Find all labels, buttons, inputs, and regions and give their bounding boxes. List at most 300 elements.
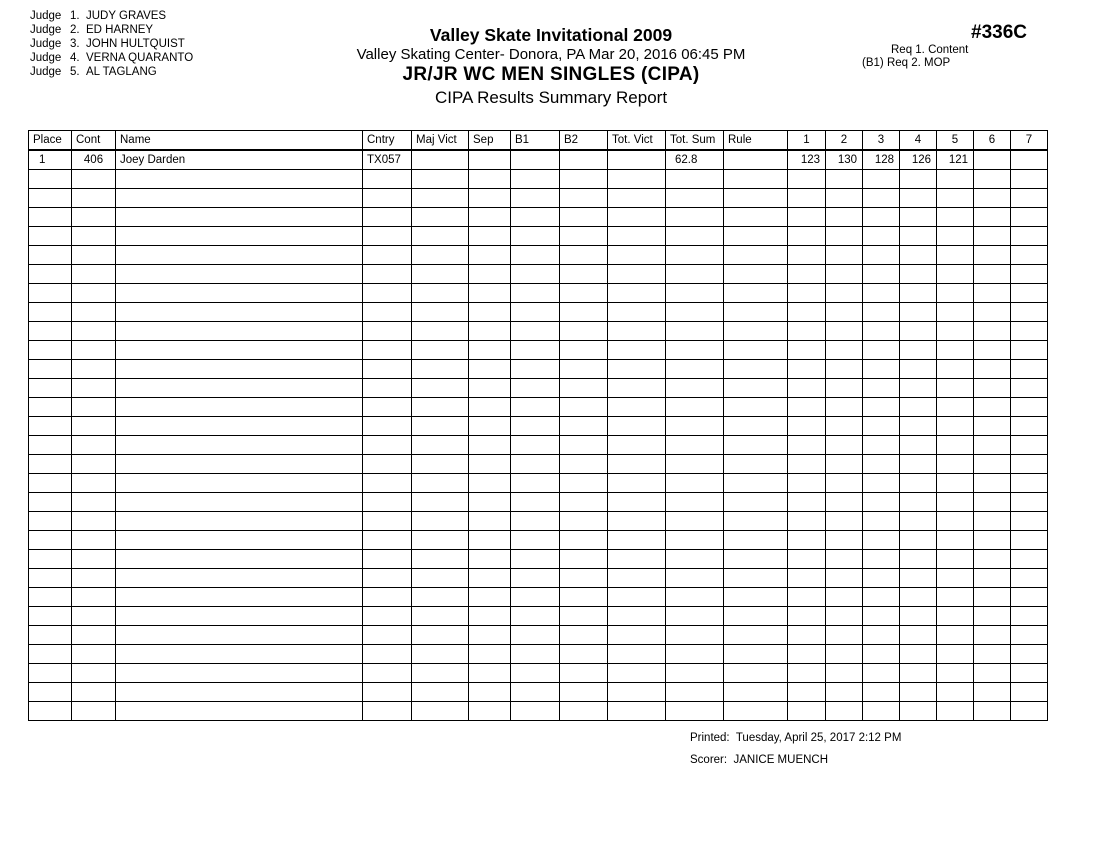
empty-cell	[412, 303, 469, 322]
empty-cell	[974, 246, 1011, 265]
empty-cell	[666, 512, 724, 531]
empty-cell	[863, 417, 900, 436]
empty-cell	[724, 284, 788, 303]
printed-line	[690, 727, 901, 749]
empty-cell	[666, 379, 724, 398]
empty-cell	[608, 588, 666, 607]
empty-cell	[363, 588, 412, 607]
empty-cell	[1011, 683, 1048, 702]
empty-cell	[724, 645, 788, 664]
empty-cell	[788, 417, 826, 436]
judge-number: 5.	[70, 66, 80, 78]
table-row-empty	[29, 398, 1048, 417]
empty-cell	[116, 303, 363, 322]
empty-cell	[412, 626, 469, 645]
empty-cell	[974, 455, 1011, 474]
empty-cell	[666, 493, 724, 512]
empty-cell	[116, 246, 363, 265]
empty-cell	[863, 360, 900, 379]
empty-cell	[29, 246, 72, 265]
empty-cell	[412, 550, 469, 569]
empty-cell	[608, 398, 666, 417]
empty-cell	[511, 493, 560, 512]
empty-cell	[363, 626, 412, 645]
empty-cell	[511, 303, 560, 322]
empty-cell	[560, 246, 608, 265]
empty-cell	[724, 208, 788, 227]
empty-cell	[412, 664, 469, 683]
empty-cell	[937, 645, 974, 664]
empty-cell	[974, 550, 1011, 569]
empty-cell	[116, 322, 363, 341]
empty-cell	[29, 341, 72, 360]
empty-cell	[608, 360, 666, 379]
empty-cell	[863, 702, 900, 721]
empty-cell	[116, 341, 363, 360]
cell-tot-sum: 62.8	[666, 150, 724, 170]
empty-cell	[900, 607, 937, 626]
empty-cell	[412, 322, 469, 341]
empty-cell	[724, 550, 788, 569]
empty-cell	[469, 170, 511, 189]
empty-cell	[29, 512, 72, 531]
judge-row	[30, 65, 193, 79]
empty-cell	[826, 550, 863, 569]
empty-cell	[608, 227, 666, 246]
empty-cell	[863, 588, 900, 607]
empty-cell	[1011, 436, 1048, 455]
cell-judge-5: 121	[937, 150, 974, 170]
empty-cell	[29, 265, 72, 284]
empty-cell	[469, 246, 511, 265]
empty-cell	[863, 170, 900, 189]
table-row-empty	[29, 303, 1048, 322]
empty-cell	[511, 664, 560, 683]
empty-cell	[724, 246, 788, 265]
empty-cell	[511, 645, 560, 664]
table-row-empty	[29, 493, 1048, 512]
empty-cell	[560, 360, 608, 379]
empty-cell	[560, 531, 608, 550]
col-place: Place	[29, 131, 72, 151]
empty-cell	[1011, 303, 1048, 322]
empty-cell	[788, 246, 826, 265]
empty-cell	[666, 645, 724, 664]
table-row-empty	[29, 569, 1048, 588]
empty-cell	[412, 284, 469, 303]
empty-cell	[666, 398, 724, 417]
table-row-empty	[29, 588, 1048, 607]
table-row-empty	[29, 227, 1048, 246]
empty-cell	[560, 626, 608, 645]
empty-cell	[29, 455, 72, 474]
requirement-item	[862, 57, 968, 70]
cell-judge-3: 128	[863, 150, 900, 170]
empty-cell	[608, 531, 666, 550]
empty-cell	[937, 607, 974, 626]
empty-cell	[469, 189, 511, 208]
empty-cell	[608, 493, 666, 512]
empty-cell	[469, 512, 511, 531]
empty-cell	[29, 189, 72, 208]
empty-cell	[974, 588, 1011, 607]
empty-cell	[900, 588, 937, 607]
empty-cell	[511, 626, 560, 645]
empty-cell	[863, 322, 900, 341]
empty-cell	[29, 588, 72, 607]
empty-cell	[826, 170, 863, 189]
scorer-value: JANICE MUENCH	[733, 754, 829, 766]
empty-cell	[511, 702, 560, 721]
event-number: #336C	[971, 22, 1027, 43]
empty-cell	[724, 569, 788, 588]
empty-cell	[724, 227, 788, 246]
empty-cell	[937, 341, 974, 360]
results-table	[28, 130, 1048, 721]
empty-cell	[788, 189, 826, 208]
empty-cell	[724, 417, 788, 436]
empty-cell	[116, 512, 363, 531]
judge-label: Judge	[30, 38, 62, 50]
empty-cell	[29, 170, 72, 189]
empty-cell	[788, 227, 826, 246]
empty-cell	[974, 398, 1011, 417]
empty-cell	[72, 189, 116, 208]
empty-cell	[826, 474, 863, 493]
table-row-empty	[29, 683, 1048, 702]
scorer-label: Scorer:	[690, 754, 728, 766]
empty-cell	[666, 341, 724, 360]
empty-cell	[72, 208, 116, 227]
empty-cell	[900, 531, 937, 550]
cell-b1	[511, 150, 560, 170]
empty-cell	[363, 303, 412, 322]
empty-cell	[826, 360, 863, 379]
empty-cell	[826, 379, 863, 398]
empty-cell	[560, 398, 608, 417]
empty-cell	[666, 227, 724, 246]
empty-cell	[116, 664, 363, 683]
empty-cell	[937, 702, 974, 721]
empty-cell	[29, 322, 72, 341]
col-judge-5: 5	[937, 131, 974, 151]
empty-cell	[29, 645, 72, 664]
empty-cell	[72, 246, 116, 265]
empty-cell	[937, 398, 974, 417]
empty-cell	[72, 512, 116, 531]
empty-cell	[363, 360, 412, 379]
empty-cell	[1011, 645, 1048, 664]
empty-cell	[608, 208, 666, 227]
empty-cell	[666, 626, 724, 645]
empty-cell	[826, 208, 863, 227]
empty-cell	[29, 379, 72, 398]
empty-cell	[469, 398, 511, 417]
empty-cell	[900, 265, 937, 284]
empty-cell	[608, 702, 666, 721]
empty-cell	[724, 626, 788, 645]
empty-cell	[1011, 455, 1048, 474]
empty-cell	[788, 170, 826, 189]
empty-cell	[608, 664, 666, 683]
empty-cell	[826, 569, 863, 588]
empty-cell	[937, 512, 974, 531]
table-row-empty	[29, 702, 1048, 721]
table-row-empty	[29, 341, 1048, 360]
empty-cell	[666, 569, 724, 588]
empty-cell	[1011, 626, 1048, 645]
empty-cell	[560, 512, 608, 531]
empty-cell	[560, 189, 608, 208]
empty-cell	[937, 360, 974, 379]
empty-cell	[863, 683, 900, 702]
empty-cell	[724, 436, 788, 455]
empty-cell	[826, 455, 863, 474]
empty-cell	[363, 208, 412, 227]
empty-cell	[788, 645, 826, 664]
empty-cell	[724, 683, 788, 702]
empty-cell	[863, 208, 900, 227]
cell-judge-1: 123	[788, 150, 826, 170]
empty-cell	[826, 398, 863, 417]
empty-cell	[666, 474, 724, 493]
empty-cell	[363, 550, 412, 569]
empty-cell	[116, 588, 363, 607]
empty-cell	[363, 265, 412, 284]
empty-cell	[826, 664, 863, 683]
empty-cell	[974, 303, 1011, 322]
empty-cell	[974, 702, 1011, 721]
empty-cell	[900, 550, 937, 569]
empty-cell	[412, 189, 469, 208]
empty-cell	[974, 474, 1011, 493]
empty-cell	[724, 379, 788, 398]
empty-cell	[412, 436, 469, 455]
empty-cell	[29, 227, 72, 246]
empty-cell	[974, 683, 1011, 702]
empty-cell	[1011, 588, 1048, 607]
empty-cell	[412, 341, 469, 360]
empty-cell	[788, 626, 826, 645]
empty-cell	[974, 170, 1011, 189]
empty-cell	[116, 455, 363, 474]
empty-cell	[469, 227, 511, 246]
empty-cell	[560, 455, 608, 474]
empty-cell	[788, 569, 826, 588]
empty-cell	[560, 588, 608, 607]
empty-cell	[72, 550, 116, 569]
empty-cell	[937, 208, 974, 227]
empty-cell	[900, 303, 937, 322]
empty-cell	[608, 322, 666, 341]
empty-cell	[974, 227, 1011, 246]
empty-cell	[560, 341, 608, 360]
empty-cell	[412, 398, 469, 417]
empty-cell	[937, 569, 974, 588]
empty-cell	[900, 417, 937, 436]
empty-cell	[974, 322, 1011, 341]
empty-cell	[900, 702, 937, 721]
empty-cell	[826, 227, 863, 246]
empty-cell	[116, 607, 363, 626]
empty-cell	[826, 702, 863, 721]
empty-cell	[788, 702, 826, 721]
scorer-line	[690, 749, 901, 771]
empty-cell	[826, 645, 863, 664]
empty-cell	[1011, 265, 1048, 284]
empty-cell	[788, 531, 826, 550]
requirement-text: Req 2. MOP	[886, 57, 951, 69]
empty-cell	[900, 208, 937, 227]
empty-cell	[788, 512, 826, 531]
empty-cell	[863, 664, 900, 683]
empty-cell	[974, 664, 1011, 683]
empty-cell	[1011, 474, 1048, 493]
empty-cell	[363, 436, 412, 455]
empty-cell	[826, 531, 863, 550]
table-row-empty	[29, 284, 1048, 303]
empty-cell	[72, 398, 116, 417]
empty-cell	[116, 550, 363, 569]
empty-cell	[724, 322, 788, 341]
empty-cell	[974, 284, 1011, 303]
empty-cell	[511, 208, 560, 227]
empty-cell	[363, 702, 412, 721]
requirements-list	[862, 44, 968, 70]
empty-cell	[412, 379, 469, 398]
empty-cell	[974, 493, 1011, 512]
empty-cell	[511, 417, 560, 436]
empty-cell	[724, 398, 788, 417]
empty-cell	[900, 246, 937, 265]
empty-cell	[363, 607, 412, 626]
empty-cell	[608, 379, 666, 398]
empty-cell	[116, 702, 363, 721]
empty-cell	[1011, 246, 1048, 265]
empty-cell	[469, 626, 511, 645]
empty-cell	[511, 512, 560, 531]
requirement-text: Req 1. Content	[891, 44, 969, 56]
empty-cell	[724, 170, 788, 189]
empty-cell	[788, 550, 826, 569]
judge-row	[30, 9, 193, 23]
empty-cell	[937, 683, 974, 702]
empty-cell	[724, 341, 788, 360]
empty-cell	[974, 436, 1011, 455]
empty-cell	[511, 189, 560, 208]
empty-cell	[826, 607, 863, 626]
empty-cell	[900, 493, 937, 512]
empty-cell	[412, 474, 469, 493]
empty-cell	[560, 265, 608, 284]
empty-cell	[363, 455, 412, 474]
empty-cell	[937, 455, 974, 474]
empty-cell	[863, 645, 900, 664]
empty-cell	[560, 474, 608, 493]
empty-cell	[608, 645, 666, 664]
empty-cell	[72, 303, 116, 322]
empty-cell	[116, 398, 363, 417]
empty-cell	[1011, 569, 1048, 588]
empty-cell	[511, 607, 560, 626]
table-row-empty	[29, 626, 1048, 645]
empty-cell	[937, 531, 974, 550]
empty-cell	[863, 531, 900, 550]
empty-cell	[511, 341, 560, 360]
col-judge-6: 6	[974, 131, 1011, 151]
empty-cell	[1011, 227, 1048, 246]
empty-cell	[363, 645, 412, 664]
empty-cell	[666, 246, 724, 265]
empty-cell	[1011, 379, 1048, 398]
empty-cell	[72, 474, 116, 493]
empty-cell	[469, 702, 511, 721]
empty-cell	[511, 265, 560, 284]
judge-row	[30, 23, 193, 37]
empty-cell	[863, 455, 900, 474]
table-row-empty	[29, 455, 1048, 474]
empty-cell	[937, 417, 974, 436]
empty-cell	[511, 683, 560, 702]
empty-cell	[511, 379, 560, 398]
empty-cell	[900, 474, 937, 493]
empty-cell	[724, 189, 788, 208]
empty-cell	[826, 417, 863, 436]
empty-cell	[937, 550, 974, 569]
empty-cell	[900, 360, 937, 379]
empty-cell	[666, 702, 724, 721]
empty-cell	[72, 227, 116, 246]
empty-cell	[560, 664, 608, 683]
col-b1: B1	[511, 131, 560, 151]
empty-cell	[724, 512, 788, 531]
empty-cell	[900, 664, 937, 683]
empty-cell	[1011, 702, 1048, 721]
empty-cell	[363, 512, 412, 531]
empty-cell	[937, 246, 974, 265]
empty-cell	[116, 417, 363, 436]
empty-cell	[608, 341, 666, 360]
empty-cell	[560, 702, 608, 721]
empty-cell	[116, 379, 363, 398]
empty-cell	[469, 417, 511, 436]
table-header-row	[29, 131, 1048, 151]
empty-cell	[608, 474, 666, 493]
empty-cell	[666, 170, 724, 189]
empty-cell	[72, 436, 116, 455]
empty-cell	[72, 588, 116, 607]
judge-name: JUDY GRAVES	[86, 10, 167, 22]
empty-cell	[900, 398, 937, 417]
empty-cell	[469, 379, 511, 398]
empty-cell	[788, 284, 826, 303]
empty-cell	[363, 474, 412, 493]
empty-cell	[608, 246, 666, 265]
empty-cell	[511, 588, 560, 607]
empty-cell	[724, 664, 788, 683]
empty-cell	[666, 664, 724, 683]
empty-cell	[116, 208, 363, 227]
empty-cell	[29, 531, 72, 550]
empty-cell	[788, 455, 826, 474]
empty-cell	[412, 588, 469, 607]
empty-cell	[511, 474, 560, 493]
empty-cell	[937, 436, 974, 455]
empty-cell	[363, 189, 412, 208]
event-name: JR/JR WC MEN SINGLES (CIPA)	[402, 64, 700, 85]
col-judge-3: 3	[863, 131, 900, 151]
empty-cell	[560, 645, 608, 664]
